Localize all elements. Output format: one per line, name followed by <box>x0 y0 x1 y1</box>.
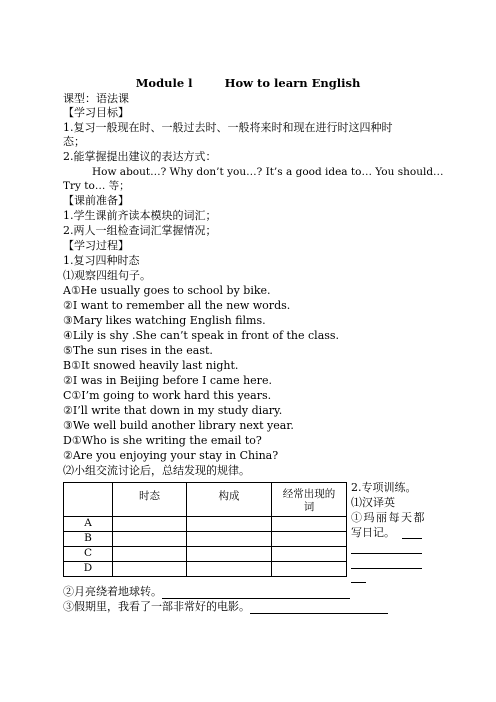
training-item-2 <box>63 585 350 599</box>
training-item-3-text: ③假期里，我看了一部非常好的电影。 <box>63 600 250 613</box>
prep-item-1: 1.学生课前齐读本模块的词汇； <box>63 209 217 222</box>
goal-item-1: 1.复习一般现在时、一般过去时、一般将来时和现在进行时这四种时 <box>63 121 393 134</box>
table-cell[interactable] <box>113 532 187 547</box>
table-corner-cell <box>64 483 113 517</box>
sentence-line: ②I’ll write that down in my study diary. <box>63 404 283 417</box>
table-cell[interactable] <box>113 517 187 532</box>
table-cell[interactable] <box>187 562 272 577</box>
prep-heading: 【课前准备】 <box>63 194 129 207</box>
module-label: Module l <box>135 76 193 90</box>
table-row <box>64 532 347 547</box>
table-row <box>64 517 347 532</box>
training-item-3 <box>63 600 388 614</box>
row-label: A <box>64 517 113 532</box>
goals-heading: 【学习目标】 <box>63 106 129 119</box>
sentence-line: B①It snowed heavily last night. <box>63 359 239 372</box>
table-cell[interactable] <box>272 532 347 547</box>
table-cell[interactable] <box>272 562 347 577</box>
table-cell[interactable] <box>187 517 272 532</box>
table-row <box>64 562 347 577</box>
sentence-line: ④Lily is shy .She can’t speak in front of the class. <box>63 329 340 342</box>
table-header-structure: 构成 <box>187 483 272 517</box>
goal-item-2-examples: How about…? Why don’t you…? It’s a good idea to… You should… <box>92 166 444 178</box>
table-header-words <box>272 483 347 517</box>
sentence-line: ②I was in Beijing before I came here. <box>63 374 272 387</box>
answer-line[interactable] <box>351 568 422 569</box>
process-section-1: 1.复习四种时态 <box>63 254 140 267</box>
answer-line[interactable] <box>250 601 388 614</box>
process-step-2: ⑵小组交流讨论后，总结发现的规律。 <box>63 464 250 477</box>
table-cell[interactable] <box>113 547 187 562</box>
training-item-2-text: ②月亮绕着地球转。 <box>63 585 162 598</box>
sentence-line: ⑤The sun rises in the east. <box>63 344 213 357</box>
answer-line[interactable] <box>351 582 366 583</box>
process-step-1: ⑴观察四组句子。 <box>63 269 151 282</box>
training-heading: 2.专项训练。 <box>351 481 417 494</box>
sentence-line: D①Who is she writing the email to? <box>63 434 262 447</box>
goal-item-1-cont: 态； <box>63 135 85 148</box>
row-label: D <box>64 562 113 577</box>
table-cell[interactable] <box>187 547 272 562</box>
goal-item-2-examples-cont: Try to… 等； <box>63 180 130 192</box>
table-cell[interactable] <box>187 532 272 547</box>
sentence-line: C①I’m going to work hard this years. <box>63 389 272 402</box>
sentence-line: ③We well build another library next year. <box>63 419 294 432</box>
sentence-line: A①He usually goes to school by bike. <box>63 284 271 297</box>
table-cell[interactable] <box>113 562 187 577</box>
table-header-tense: 时态 <box>113 483 187 517</box>
training-item-1: ①玛丽每天都 <box>351 511 426 524</box>
answer-line[interactable] <box>402 538 422 539</box>
answer-line[interactable] <box>162 586 350 599</box>
tense-summary-table <box>63 482 347 577</box>
process-heading: 【学习过程】 <box>63 239 129 252</box>
header-words-line-1: 经常出现的 <box>282 488 336 500</box>
page-title <box>0 76 496 90</box>
table-header-row <box>64 483 347 517</box>
row-label: C <box>64 547 113 562</box>
row-label: B <box>64 532 113 547</box>
table-cell[interactable] <box>272 547 347 562</box>
topic-label: How to learn English <box>224 76 361 90</box>
lesson-type: 课型：语法课 <box>63 92 129 105</box>
header-words-line-2: 词 <box>303 501 315 513</box>
goal-item-2: 2.能掌握提出建议的表达方式： <box>63 150 217 163</box>
sentence-line: ②Are you enjoying your stay in China? <box>63 449 279 462</box>
sentence-line: ③Mary likes watching English films. <box>63 314 266 327</box>
prep-item-2: 2.两人一组检查词汇掌握情况； <box>63 224 217 237</box>
table-row <box>64 547 347 562</box>
table-cell[interactable] <box>272 517 347 532</box>
training-subheading: ⑴汉译英 <box>351 496 395 509</box>
training-item-1-cont: 写日记。 <box>351 526 395 539</box>
answer-line[interactable] <box>351 553 422 554</box>
sentence-line: ②I want to remember all the new words. <box>63 299 291 312</box>
